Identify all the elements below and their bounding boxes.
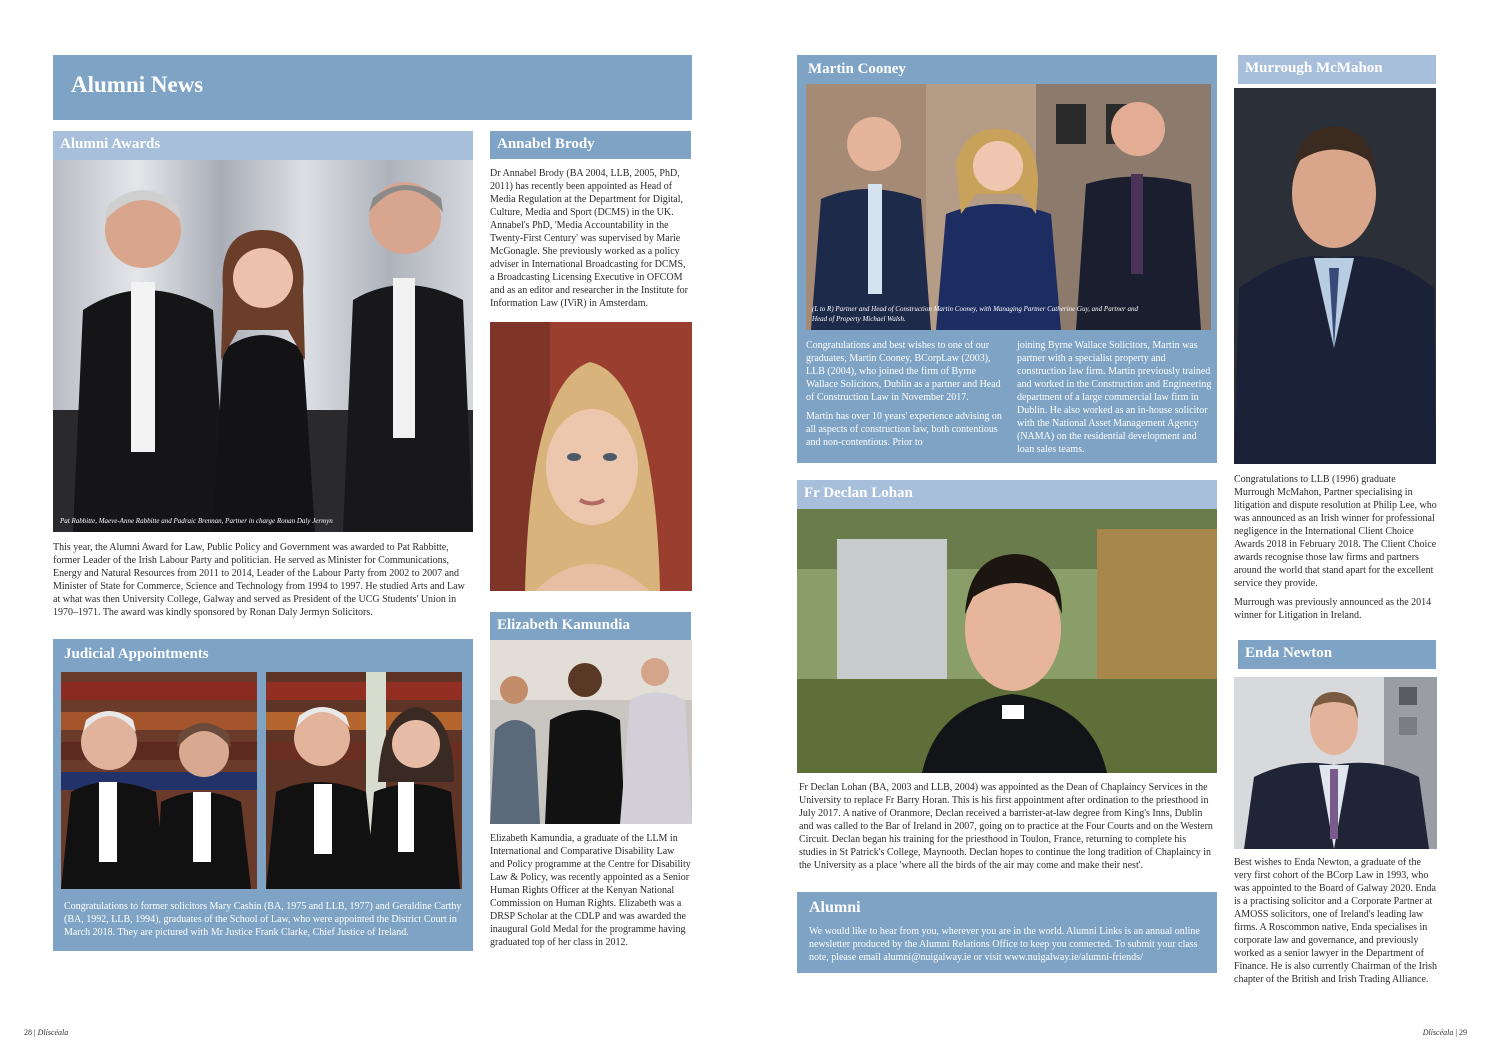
judicial-photo-right (266, 672, 462, 889)
annabel-brody-photo (490, 322, 692, 591)
judicial-photo-left (61, 672, 257, 889)
page-title: Alumni News (71, 72, 204, 97)
murrough-mcmahon-heading (1238, 55, 1436, 84)
page-number-left: 28 (24, 1028, 32, 1037)
elizabeth-kamundia-heading (490, 612, 691, 640)
martin-cooney-col1 (806, 339, 1005, 455)
fr-declan-lohan-body: Fr Declan Lohan (BA, 2003 and LLB, 2004) was appointed as the Dean of Chaplaincy Services in the University to replace Fr Barry Horan. This is his first appointment after ordination to the priesthood in July 2017. A native of Oranmore, Declan received a barrister-at-law degree from King's Inns, Dublin and was called to the Bar of Ireland in 2007, going on to practice at the Four Courts and on the Western Circuit. Declan began his training for the priesthood in Toulon, France, returning to complete his studies in St Patrick's College, Maynooth. Declan hopes to continue the long tradition of Chaplaincy in the University as a place 'where all the birds of the air may come and make their nest'. (799, 782, 1213, 871)
murrough-mcmahon-body (1234, 473, 1437, 628)
martin-cooney-caption: (L to R) Partner and Head of Construction Martin Cooney, with Managing Partner Catherine Guy, and Partner and Head of Property Michael Walsh. (812, 305, 1138, 323)
murrough-mcmahon-heading-text: Murrough McMahon (1245, 60, 1383, 76)
martin-cooney-heading: Martin Cooney (808, 61, 906, 77)
elizabeth-kamundia-body: Elizabeth Kamundia, a graduate of the LLM in International and Comparative Disability Law and Policy programme at the Centre for Disability Law & Policy, was recently appointed as a Senior Human Rights Officer at the Kenyan National Commission on Human Rights. Elizabeth was a DRSP Scholar at the CDLP and was awarded the inaugural Gold Medal for the programme having graduated top of her class in 2012. (490, 833, 691, 948)
annabel-brody-heading (490, 131, 691, 159)
enda-newton-body: Best wishes to Enda Newton, a graduate of the very first cohort of the BCorp Law in 1993, who was appointed to the Board of Galway 2020. Enda is a practising solicitor and a Corporate Partner at AMOSS solicitors, one of Ireland's leading law firms. A Roscommon native, Enda specialises in corporate law and governance, and previously worked as a senior lawyer in the Department of Finance. He is also currently Chairman of the Irish chapter of the British and Irish Trading Alliance. (1234, 857, 1437, 985)
alumni-awards-heading-text: Alumni Awards (60, 136, 161, 152)
page-number-right: 29 (1459, 1028, 1467, 1037)
footer-separator-left: | (34, 1028, 36, 1037)
martin-cooney-col1-p1: Congratulations and best wishes to one of our graduates, Martin Cooney, BCorpLaw (2003), LLB (2004), who joined the firm of Byrne Wallace Solicitors, Dublin as a partner and Head of Construction Law in November 2017. (806, 340, 1001, 403)
alumni-awards-photo (53, 160, 473, 532)
alumni-news-banner (53, 55, 692, 120)
fr-declan-lohan-photo (797, 509, 1217, 773)
annabel-brody-body: Dr Annabel Brody (BA 2004, LLB, 2005, PhD, 2011) has recently been appointed as Head of Media Regulation at the Department for Digital, Culture, Media and Sport (DCMS) in the UK. Annabel's PhD, 'Media Accountability in the Twenty-First Century' was supervised by Marie McGonagle. She previously worked as a policy adviser in International Broadcasting for DCMS, a Broadcasting Licensing Executive in OFCOM and as an editor and researcher in the Institute for Information Law (IViR) in Amsterdam. (490, 168, 688, 309)
martin-cooney-col1-p2: Martin has over 10 years' experience advising on all aspects of construction law, both contentious and non-contentious. Prior to (806, 411, 1002, 448)
magazine-name-right: Dlíscéala (1422, 1028, 1454, 1037)
annabel-brody-heading-text: Annabel Brody (497, 136, 595, 152)
right-footer (1423, 1028, 1467, 1037)
alumni-awards-caption: Pat Rabbitte, Maeve-Anne Rabbitte and Padraic Brennan, Partner in charge Ronan Daly Jermyn (60, 517, 333, 525)
martin-cooney-photo (806, 84, 1211, 330)
alumni-awards-heading (53, 131, 473, 160)
enda-newton-photo (1234, 677, 1437, 849)
enda-newton-heading (1238, 640, 1436, 669)
elizabeth-kamundia-heading-text: Elizabeth Kamundia (497, 617, 630, 633)
footer-separator-right: | (1455, 1028, 1457, 1037)
judicial-appointments-heading: Judicial Appointments (64, 646, 209, 662)
judicial-appointments-body: Congratulations to former solicitors Mary Cashin (BA, 1975 and LLB, 1977) and Geraldine Carthy (BA, 1992, LLB, 1994), graduates of the School of Law, who were appointed the District Court in March 2018. They are pictured with Mr Justice Frank Clarke, Chief Justice of Ireland. (64, 901, 462, 938)
elizabeth-kamundia-photo (490, 640, 692, 824)
alumni-awards-body: This year, the Alumni Award for Law, Public Policy and Government was awarded to Pat Rabbitte, former Leader of the Irish Labour Party and politician. He served as Minister for Communications, Energy and Natural Resources from 2011 to 2014, Leader of the Labour Party from 2002 to 2007 and Minister of State for Commerce, Science and Technology from 1994 to 1997. He studied Arts and Law at what was then University College, Galway and served as President of the UCG Students' Union in 1970–1971. The award was kindly sponsored by Ronan Daly Jermyn Solicitors. (53, 542, 465, 618)
fr-declan-lohan-heading-text: Fr Declan Lohan (804, 485, 913, 501)
magazine-name-left: Dlíscéala (37, 1028, 69, 1037)
murrough-mcmahon-p2: Murrough was previously announced as the 2014 winner for Litigation in Ireland. (1234, 597, 1432, 621)
fr-declan-lohan-heading (797, 480, 1217, 509)
alumni-heading: Alumni (809, 899, 861, 916)
murrough-mcmahon-p1: Congratulations to LLB (1996) graduate Murrough McMahon, Partner specialising in litigation and dispute resolution at Philip Lee, who was announced as an Irish winner for professional negligence in the International Client Choice Awards 2018 in February 2018. The Client Choice awards recognise those law firms and partners around the world that stand apart for the excellent service they provide. (1234, 474, 1437, 589)
left-footer (24, 1028, 68, 1037)
murrough-mcmahon-photo (1234, 88, 1436, 464)
alumni-body: We would like to hear from you, wherever you are in the world. Alumni Links is an annual online newsletter produced by the Alumni Relations Office to keep you connected. To submit your class note, please email alumni@nuigalway.ie or visit www.nuigalway.ie/alumni-friends/ (809, 926, 1200, 963)
enda-newton-heading-text: Enda Newton (1245, 645, 1333, 661)
martin-cooney-col2: joining Byrne Wallace Solicitors, Martin was partner with a specialist property and construction law firm. Martin previously trained and worked in the Construction and Engineering department of a large commercial law firm in Dublin. He also worked as an in-house solicitor with the National Asset Management Agency (NAMA) on the residential development and loan sales teams. (1017, 340, 1212, 455)
